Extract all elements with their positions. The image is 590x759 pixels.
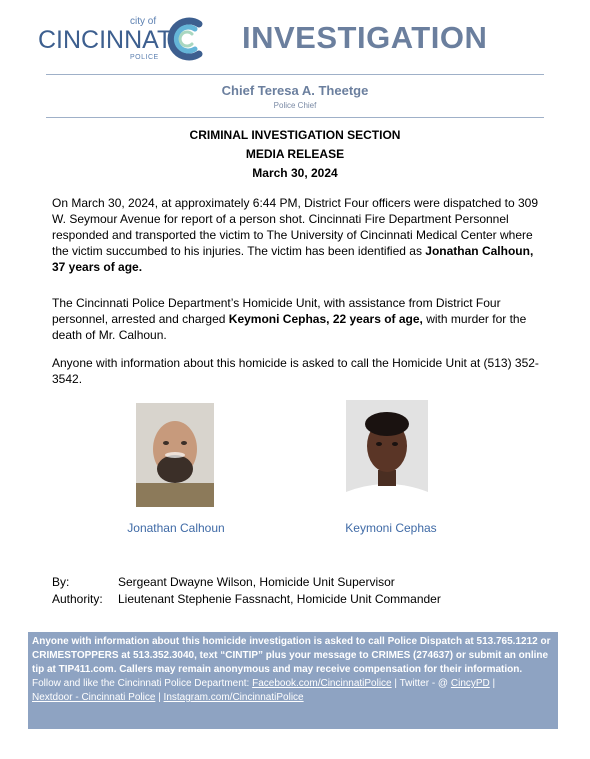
paragraph-contact: Anyone with information about this homicide is asked to call the Homicide Unit at (513) 352-3542. [52, 356, 539, 386]
twitter-link[interactable]: CincyPD [450, 678, 490, 689]
chief-title: Police Chief [273, 101, 317, 110]
incident-text: On March 30, 2024, at approximately 6:44 PM, District Four officers were dispatched to 309 W. Seymour Avenue for report of a person shot. Cincinnati Fire Department Personnel responded and transported the victim to The University of Cincinnati Medical Center where the victim succumbed to his injuries. The victim has been identified as [52, 196, 539, 258]
facebook-link[interactable]: Facebook.com/CincinnatiPolice [252, 678, 392, 689]
logo-c-mark-icon [163, 14, 209, 64]
cincinnati-police-logo [38, 14, 208, 68]
byline-authority [52, 592, 441, 606]
footer-social [32, 677, 554, 705]
header-divider-top [46, 74, 544, 75]
chief-name: Chief Teresa A. Theetge [221, 83, 369, 98]
page-headline: INVESTIGATION [242, 20, 488, 55]
by-value: Sergeant Dwayne Wilson, Homicide Unit Supervisor [118, 575, 395, 589]
by-label: By: [52, 575, 70, 589]
suspect-photo [346, 400, 428, 506]
suspect-caption: Keymoni Cephas [345, 521, 437, 535]
footer-sep-1: | Twitter - @ [391, 678, 451, 689]
logo-cincinnati: CINCINNATI [38, 26, 180, 54]
arrest-text-end: with murder for the death of Mr. Calhoun. [52, 312, 527, 342]
authority-value: Lieutenant Stephenie Fassnacht, Homicide Unit Commander [118, 592, 441, 606]
authority-label: Authority: [52, 592, 103, 606]
footer-sep-3: | [155, 692, 164, 703]
footer-tip-box [28, 632, 558, 729]
victim-name: Jonathan Calhoun, 37 years of age. [52, 244, 534, 274]
header-divider-bottom [46, 117, 544, 118]
footer-tip-text: Anyone with information about this homicide investigation is asked to call Police Dispatch at 513.765.1212 or CRIMESTOPPERS at 513.352.3040, text “CINTIP” plus your message to CRIMES (274637) or submit an online tip at TIP411.com. Callers may remain anonymous and may receive compensation for their information. [32, 636, 551, 675]
release-type: MEDIA RELEASE [245, 147, 345, 161]
suspect-name: Keymoni Cephas, 22 years of age, [228, 312, 423, 326]
section-title: CRIMINAL INVESTIGATION SECTION [189, 128, 401, 142]
logo-city-of: city of [130, 16, 157, 27]
footer-follow-text: Follow and like the Cincinnati Police Department: [32, 678, 253, 689]
instagram-link[interactable]: Instagram.com/CincinnatiPolice [163, 692, 304, 703]
paragraph-arrest [52, 295, 542, 343]
logo-police: POLICE [130, 54, 159, 61]
victim-caption: Jonathan Calhoun [127, 521, 225, 535]
arrest-text: The Cincinnati Police Department’s Homicide Unit, with assistance from District Four personnel, arrested and charged [52, 296, 501, 326]
nextdoor-link[interactable]: Nextdoor - Cincinnati Police [32, 692, 156, 703]
victim-photo [136, 403, 214, 507]
byline-by [52, 575, 395, 589]
footer-sep-2: | [489, 678, 496, 689]
paragraph-incident [52, 195, 542, 275]
release-date: March 30, 2024 [252, 166, 338, 180]
